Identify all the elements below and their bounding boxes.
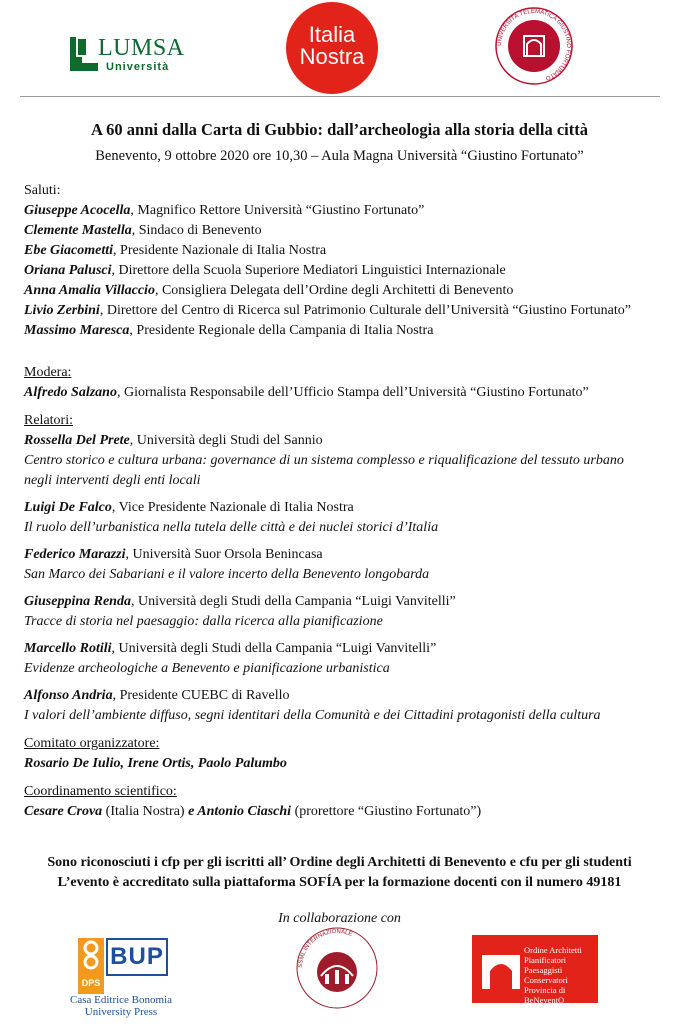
person-role: , Direttore del Centro di Ricerca sul Patrimonio Culturale dell’Università “Giustino Fortunato” xyxy=(99,303,631,318)
bup-caption xyxy=(66,994,176,1018)
ordine-word: Provincia di xyxy=(524,985,566,995)
ordine-word: Ordine xyxy=(524,945,548,955)
dps-text: DPS xyxy=(81,978,101,988)
saluti-item xyxy=(24,261,664,281)
ordine-word: Paesaggisti xyxy=(524,965,563,975)
person-role: , Direttore della Scuola Superiore Mediatori Linguistici Internazionale xyxy=(111,263,506,278)
person-name: Massimo Maresca xyxy=(24,323,130,338)
person-name: Clemente Mastella xyxy=(24,223,132,238)
saluti-item xyxy=(24,301,664,321)
ordine-word: Architetti xyxy=(549,945,582,955)
cfp-line-2: L’evento è accreditato sulla piattaforma SOFÍA per la formazione docenti con il numero 49181 xyxy=(57,875,622,890)
talk-title: Il ruolo dell’urbanistica nella tutela delle città e dei nuclei storici d’Italia xyxy=(24,520,439,535)
header-divider xyxy=(20,96,660,97)
italia-nostra-logo xyxy=(286,2,378,94)
speaker-name: Giuseppina Renda xyxy=(24,594,131,609)
bup-caption-line: Casa Editrice Bonomia xyxy=(69,994,173,1006)
coordinator-name: Cesare Crova xyxy=(24,804,103,819)
ssml-ring-text: SSML INTERNAZIONALE xyxy=(297,928,354,969)
talk-title: Tracce di storia nel paesaggio: dalla ricerca alla pianificazione xyxy=(24,614,383,629)
lumsa-emblem-icon xyxy=(68,33,102,73)
person-role: , Magnifico Rettore Università “Giustino Fortunato” xyxy=(130,203,425,218)
speaker-affiliation: , Università degli Studi del Sannio xyxy=(129,433,323,448)
event-title: A 60 anni dalla Carta di Gubbio: dall’archeologia alla storia della città xyxy=(90,120,588,139)
person-name: Oriana Palusci xyxy=(24,263,112,278)
speaker-affiliation: , Università degli Studi della Campania “Luigi Vanvitelli” xyxy=(130,594,456,609)
gate-icon xyxy=(480,947,522,993)
coordinator-affiliation: (prorettore “Giustino Fortunato”) xyxy=(291,804,482,819)
ssml-seal-icon xyxy=(295,926,379,1010)
speaker-affiliation: , Università Suor Orsola Benincasa xyxy=(125,547,323,562)
cfp-line-1: Sono riconosciuti i cfp per gli iscritti all’ Ordine degli Architetti di Benevento e cfu per gli studenti xyxy=(47,855,632,870)
relatori-section xyxy=(24,411,664,726)
coordinamento-item xyxy=(24,802,664,822)
person-role: , Sindaco di Benevento xyxy=(131,223,262,238)
bup-logo xyxy=(66,934,176,1020)
person-role: , Presidente Nazionale di Italia Nostra xyxy=(113,243,327,258)
italia-nostra-line1: Italia xyxy=(308,22,356,47)
bup-caption-line: University Press xyxy=(84,1006,158,1018)
person-name: Giuseppe Acocella xyxy=(24,203,131,218)
person-name: Livio Zerbini xyxy=(24,303,100,318)
ordine-architetti-logo xyxy=(472,935,598,1003)
person-name: Ebe Giacometti xyxy=(24,243,114,258)
talk-title: San Marco dei Sabariani e il valore incerto della Benevento longobarda xyxy=(24,567,430,582)
coordinamento-label: Coordinamento scientifico: xyxy=(24,784,177,799)
speaker-item xyxy=(24,592,664,632)
person-role: , Presidente Regionale della Campania di Italia Nostra xyxy=(129,323,434,338)
saluti-item xyxy=(24,281,664,301)
speaker-item xyxy=(24,498,664,538)
speaker-item xyxy=(24,686,664,726)
dps-emblem-icon xyxy=(78,938,104,994)
coordinator-affiliation: (Italia Nostra) xyxy=(102,804,189,819)
header-logos xyxy=(0,0,679,96)
modera-section xyxy=(24,363,664,403)
coordinator-conjunction: e xyxy=(188,804,198,819)
talk-title: Evidenze archeologiche a Benevento e pianificazione urbanistica xyxy=(24,661,390,676)
talk-title: Centro storico e cultura urbana: governance di un sistema complesso e riqualificazione del tessuto urbano xyxy=(24,453,624,468)
modera-item xyxy=(24,383,664,403)
saluti-label: Saluti: xyxy=(24,183,61,198)
speaker-name: Luigi De Falco xyxy=(24,500,112,515)
saluti-section xyxy=(24,181,664,341)
bup-box: BUP xyxy=(106,938,168,976)
comitato-section xyxy=(24,734,664,774)
coordinamento-section xyxy=(24,782,664,822)
relatori-label: Relatori: xyxy=(24,413,73,428)
lumsa-name: LUMSA xyxy=(98,35,185,61)
speaker-name: Rossella Del Prete xyxy=(24,433,130,448)
speaker-name: Alfonso Andria xyxy=(24,688,113,703)
speaker-name: Federico Marazzi xyxy=(24,547,126,562)
event-subtitle: Benevento, 9 ottobre 2020 ore 10,30 – Aula Magna Università “Giustino Fortunato” xyxy=(95,148,584,164)
saluti-item xyxy=(24,221,664,241)
lumsa-sub: Università xyxy=(106,61,170,73)
program-content xyxy=(24,181,664,822)
speaker-affiliation: , Vice Presidente Nazionale di Italia Nostra xyxy=(111,500,354,515)
accreditation-notice xyxy=(0,853,679,893)
fortunato-university-seal-icon xyxy=(494,6,574,86)
collaboration-label: In collaborazione con xyxy=(278,911,401,926)
lumsa-logo xyxy=(68,33,186,75)
person-role: , Consigliera Delegata dell’Ordine degli Architetti di Benevento xyxy=(154,283,514,298)
talk-title: negli interventi degli enti locali xyxy=(24,473,201,488)
person-name: Anna Amalia Villaccio xyxy=(24,283,155,298)
speaker-item xyxy=(24,545,664,585)
modera-label: Modera: xyxy=(24,365,72,380)
fortunato-ring-text: UNIVERSITÀ TELEMATICA GIUSTINO FORTUNATO xyxy=(496,8,572,81)
speaker-affiliation: , Presidente CUEBC di Ravello xyxy=(112,688,290,703)
comitato-label: Comitato organizzatore: xyxy=(24,736,160,751)
comitato-names: Rosario De Iulio, Irene Ortis, Paolo Palumbo xyxy=(24,756,287,771)
speaker-item xyxy=(24,431,664,491)
saluti-item xyxy=(24,241,664,261)
person-role: , Giornalista Responsabile dell’Ufficio Stampa dell’Università “Giustino Fortunato” xyxy=(116,385,589,400)
italia-nostra-line2: Nostra xyxy=(299,44,365,69)
speaker-item xyxy=(24,639,664,679)
speaker-name: Marcello Rotili xyxy=(24,641,112,656)
ordine-word: Pianificatori xyxy=(524,955,567,965)
talk-title: I valori dell’ambiente diffuso, segni identitari della Comunità e dei Cittadini protagonisti della cultura xyxy=(24,708,601,723)
speaker-affiliation: , Università degli Studi della Campania “Luigi Vanvitelli” xyxy=(111,641,437,656)
saluti-item xyxy=(24,201,664,221)
coordinator-name: Antonio Ciaschi xyxy=(197,804,292,819)
ordine-text xyxy=(524,945,596,1005)
ordine-word: BeNeventO xyxy=(524,995,565,1005)
ordine-word: Conservatori xyxy=(524,975,568,985)
person-name: Alfredo Salzano xyxy=(24,385,117,400)
saluti-item xyxy=(24,321,664,341)
